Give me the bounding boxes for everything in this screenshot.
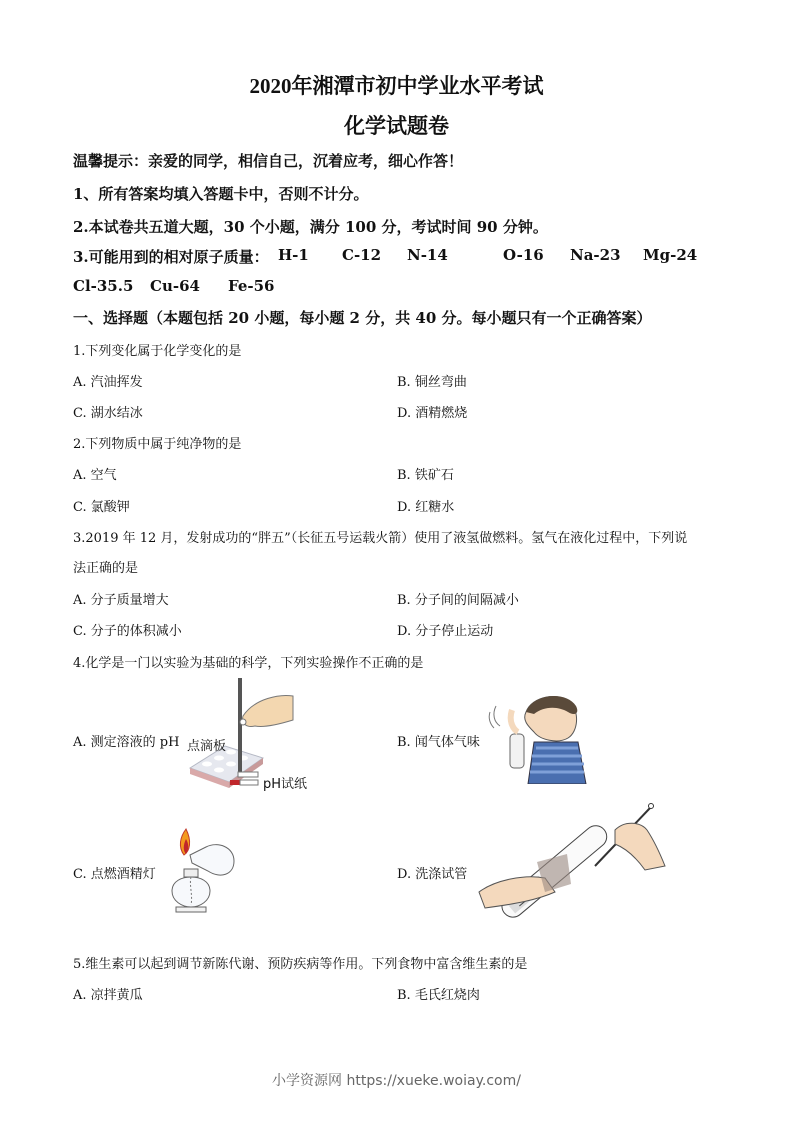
question-4-option-d: D. 洗涤试管 [397,867,468,882]
question-1-option-d: D. 酒精燃烧 [397,406,468,421]
notice-item-1: 1、所有答案均填入答题卡中，否则不计分。 [73,185,369,203]
watermark-footer: 小学资源网 https://xueke.woiay.com/ [272,1073,521,1089]
question-5-stem: 5.维生素可以起到调节新陈代谢、预防疾病等作用。下列食物中富含维生素的是 [73,957,528,972]
atomic-mass-cu: Cu-64 [150,277,200,295]
notice-item-2: 2.本试卷共五道大题，30 个小题，满分 100 分，考试时间 90 分钟。 [73,218,548,236]
question-4-option-c: C. 点燃酒精灯 [73,867,156,882]
question-3-option-b: B. 分子间的间隔减小 [397,593,519,608]
atomic-mass-o: O-16 [503,246,544,264]
question-3-option-a: A. 分子质量增大 [73,593,169,608]
notice-intro: 温馨提示：亲爱的同学，相信自己，沉着应考，细心作答！ [73,152,464,170]
ph-paper-label: pH试纸 [263,777,308,792]
atomic-mass-c: C-12 [342,246,382,264]
wash-test-tube-illustration [475,800,675,945]
question-1-option-c: C. 湖水结冰 [73,406,143,421]
question-1-option-b: B. 铜丝弯曲 [397,375,467,390]
page-title: 2020年湘潭市初中学业水平考试 [249,74,544,98]
atomic-mass-label: 3.可能用到的相对原子质量： [73,248,269,266]
atomic-mass-h: H-1 [278,246,309,264]
atomic-mass-cl: Cl-35.5 [73,277,134,295]
page-subtitle: 化学试题卷 [344,114,449,138]
question-2-stem: 2.下列物质中属于纯净物的是 [73,437,242,452]
question-2-option-a: A. 空气 [73,468,117,483]
question-1-stem: 1.下列变化属于化学变化的是 [73,344,242,359]
question-2-option-c: C. 氯酸钾 [73,500,130,515]
section-heading: 一、选择题（本题包括 20 小题，每小题 2 分，共 40 分。每小题只有一个正确答案） [73,309,652,327]
question-3-option-c: C. 分子的体积减小 [73,624,182,639]
drop-plate-label: 点滴板 [187,739,227,754]
atomic-mass-row-1 [73,246,269,267]
atomic-mass-na: Na-23 [570,246,621,264]
question-3-option-d: D. 分子停止运动 [397,624,494,639]
atomic-mass-fe: Fe-56 [228,277,275,295]
question-2-option-d: D. 红糖水 [397,500,455,515]
question-4-stem: 4.化学是一门以实验为基础的科学，下列实验操作不正确的是 [73,656,424,671]
atomic-mass-mg: Mg-24 [643,246,698,264]
alcohol-lamp-illustration [162,825,242,915]
question-4-option-a: A. 测定溶液的 pH [73,735,180,750]
question-2-option-b: B. 铁矿石 [397,468,454,483]
question-3-stem-line2: 法正确的是 [73,561,139,576]
question-5-option-b: B. 毛氏红烧肉 [397,988,480,1003]
question-3-stem-line1: 3.2019 年 12 月，发射成功的“胖五”（长征五号运载火箭）使用了液氢做燃料。氢气在液化过程中，下列说 [73,531,688,546]
question-4-option-b: B. 闻气体气味 [397,735,480,750]
question-1-option-a: A. 汽油挥发 [73,375,143,390]
smell-gas-illustration [488,692,588,784]
question-5-option-a: A. 凉拌黄瓜 [73,988,143,1003]
atomic-mass-n: N-14 [407,246,448,264]
